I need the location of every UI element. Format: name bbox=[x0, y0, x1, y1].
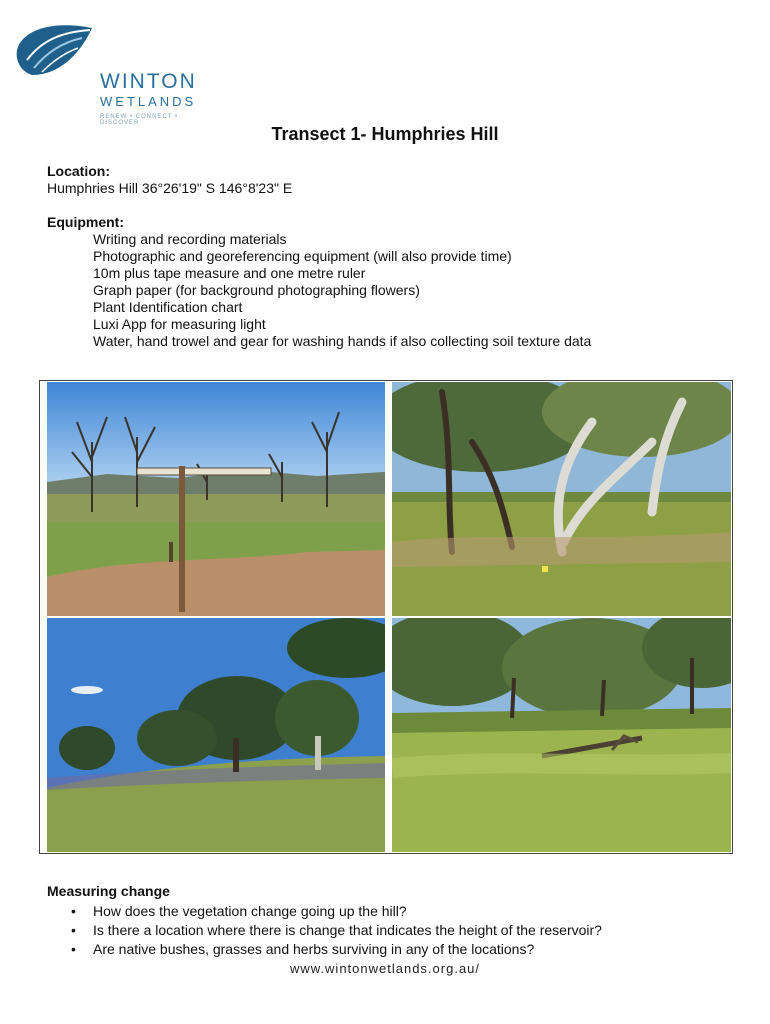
equipment-section bbox=[47, 214, 591, 350]
measuring-change-section bbox=[47, 882, 602, 959]
location-section bbox=[47, 163, 292, 197]
logo-tagline: RENEW • CONNECT • DISCOVER bbox=[100, 114, 179, 126]
equipment-item: Writing and recording materials bbox=[93, 231, 287, 247]
footer-url: www.wintonwetlands.org.au/ bbox=[289, 961, 481, 976]
page-title: Transect 1- Humphries Hill bbox=[271, 124, 499, 144]
equipment-item: Luxi App for measuring light bbox=[93, 316, 266, 332]
winton-wetlands-logo bbox=[12, 18, 197, 126]
wetlands-leaf-icon bbox=[12, 20, 102, 90]
equipment-label: Equipment: bbox=[47, 214, 124, 230]
equipment-item: Water, hand trowel and gear for washing hands if also collecting soil texture data bbox=[93, 333, 592, 349]
photo-gum-trees bbox=[392, 382, 731, 616]
questions-list bbox=[47, 902, 602, 959]
equipment-item: Plant Identification chart bbox=[93, 299, 243, 315]
equipment-item: 10m plus tape measure and one metre ruler bbox=[93, 265, 366, 281]
logo-subname: WETLANDS bbox=[100, 94, 197, 109]
location-label: Location: bbox=[47, 163, 110, 179]
equipment-list bbox=[47, 231, 591, 350]
photo-grid bbox=[39, 380, 733, 854]
question-item: • Is there a location where there is change that indicates the height of the reservoir? bbox=[47, 921, 602, 940]
photo-woodland-log bbox=[392, 618, 731, 852]
question-item: • How does the vegetation change going up the hill? bbox=[47, 902, 602, 921]
question-item: • Are native bushes, grasses and herbs surviving in any of the locations? bbox=[47, 940, 602, 959]
photo-signpost bbox=[47, 382, 385, 616]
measuring-change-label: Measuring change bbox=[47, 883, 170, 899]
location-value: Humphries Hill 36°26'19" S 146°8'23" E bbox=[47, 180, 293, 196]
photo-hill-trees bbox=[47, 618, 385, 852]
equipment-item: Photographic and georeferencing equipment (will also provide time) bbox=[93, 248, 512, 264]
logo-name: WINTON bbox=[100, 70, 197, 93]
equipment-item: Graph paper (for background photographing flowers) bbox=[93, 282, 420, 298]
